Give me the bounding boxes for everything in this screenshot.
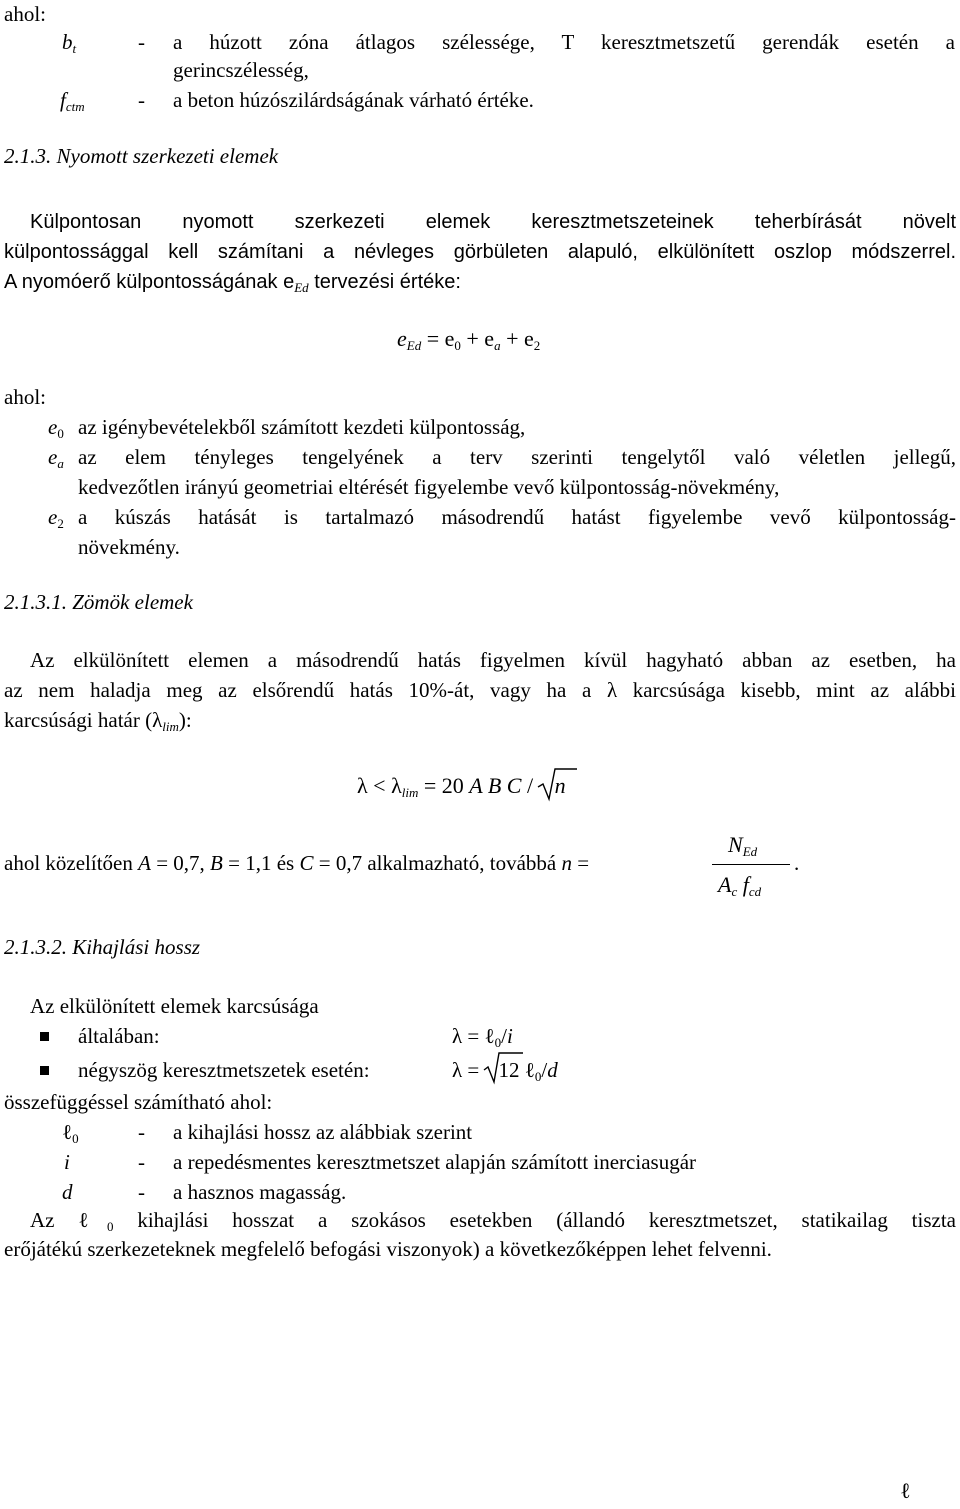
paragraph-line: Az elkülönített elemen a másodrendű hatás figyelmen kívül hagyható abban az esetben, ha <box>30 648 956 672</box>
paragraph-line-eed: A nyomóerő külpontosságának $e_{Ed}$ tervezési értéke: <box>4 271 461 295</box>
def-text-l0: a kihajlási hossz az alábbiak szerint <box>173 1120 473 1144</box>
formula-eccentricity: $e_{Ed} = e_0 + e_a + e_2$ <box>397 326 541 353</box>
def-text-e2-cont: növekmény. <box>78 535 180 559</box>
sqrt-sign-icon <box>483 1050 523 1086</box>
def-symbol-e2: $e_2$ <box>48 505 64 531</box>
section-heading-2-1-3: 2.1.3. Nyomott szerkezeti elemek <box>4 144 279 168</box>
bullet-rectangular: négyszög keresztmetszetek esetén: <box>40 1058 370 1083</box>
paragraph-line: Az elkülönített elemek karcsúsága <box>30 994 319 1018</box>
bt-dash: - <box>138 30 145 54</box>
fctm-dash: - <box>138 88 145 112</box>
square-bullet-icon <box>40 1066 49 1075</box>
section-heading-2-1-3-1: 2.1.3.1. Zömök elemek <box>4 590 193 614</box>
paragraph-line-l0: Az ℓ$_0$ kihajlási hosszat a szokásos esetekben (állandó keresztmetszet, statikailag tiszta <box>30 1208 956 1234</box>
def-text-i: a repedésmentes keresztmetszet alapján számított inerciasugár <box>173 1150 697 1174</box>
section-heading-2-1-3-2: 2.1.3.2. Kihajlási hossz <box>4 935 201 959</box>
sqrt-sign-icon <box>537 765 577 805</box>
paragraph-line: összefüggéssel számítható ahol: <box>4 1090 273 1114</box>
def-text-e2: a kúszás hatását is tartalmazó másodrendű hatást figyelembe vevő külpontosság- <box>78 505 956 529</box>
ahol-label-top: ahol: <box>4 2 46 26</box>
bt-symbol: $b_t$ <box>62 30 77 56</box>
bullet-general: általában: <box>40 1024 160 1049</box>
formula-lambda-general: λ = ℓ$_0$/i <box>452 1024 513 1050</box>
def-text-ea: az elem tényleges tengelyének a terv szerinti tengelytől való véletlen jellegű, <box>78 445 956 469</box>
ahol-label: ahol: <box>4 385 46 409</box>
paragraph-line: Külpontosan nyomott szerkezeti elemek keresztmetszeteinek teherbírását növelt <box>30 211 956 233</box>
def-symbol-e0: $e_0$ <box>48 415 64 441</box>
def-dash: - <box>138 1120 145 1144</box>
formula-slenderness-limit: $\lambda < \lambda_{lim} = 20$ A B C / n <box>357 773 566 799</box>
def-symbol-l0: ℓ$_0$ <box>62 1120 79 1146</box>
fraction-numerator: $N_{Ed}$ <box>728 832 758 859</box>
bt-definition: a húzott zóna átlagos szélessége, T keresztmetszetű gerendák esetén a <box>173 30 955 54</box>
fraction-bar <box>712 864 790 865</box>
fctm-definition: a beton húzószilárdságának várható értéke. <box>173 88 534 112</box>
paragraph-line: külpontossággal kell számítani a névleges görbületen alapuló, elkülönített oszlop módszerrel. <box>4 241 956 263</box>
def-text-d: a hasznos magasság. <box>173 1180 347 1204</box>
fraction-denominator: $A_c$ $f_{cd}$ <box>718 872 762 899</box>
def-dash: - <box>138 1180 145 1204</box>
def-dash: - <box>138 1150 145 1174</box>
square-bullet-icon <box>40 1032 49 1041</box>
def-symbol-ea: $e_a$ <box>48 445 64 471</box>
paragraph-line: erőjátékú szerkezeteknek megfelelő befogási viszonyok) a következőképpen lehet felvenni. <box>4 1237 772 1261</box>
def-text-ea-cont: kedvezőtlen irányú geometriai eltérését figyelembe vevő külpontosság-növekmény, <box>78 475 780 499</box>
fraction-period: . <box>794 851 800 875</box>
bt-definition-cont: gerincszélesség, <box>173 58 309 82</box>
fctm-symbol: $f_{ctm}$ <box>60 88 85 114</box>
formula-lambda-rectangular: λ = 12 ℓ$_0$/d <box>452 1058 558 1083</box>
paragraph-line-lambda-lim: karcsúsági határ $(\lambda_{lim})$: <box>4 708 192 734</box>
paragraph-ahol-kozelitoen: ahol közelítően A = 0,7, B = 1,1 és C = 0,7 alkalmazható, továbbá n = <box>4 851 590 875</box>
paragraph-line: az nem haladja meg az elsőrendű hatás 10%-át, vagy ha a λ karcsúsága kisebb, mint az alábbi <box>4 678 956 702</box>
def-text-e0: az igénybevételekből számított kezdeti külpontosság, <box>78 415 526 439</box>
def-symbol-i: i <box>64 1150 70 1174</box>
def-symbol-d: d <box>62 1180 73 1204</box>
footer-script-l-glyph: ℓ <box>900 1478 911 1503</box>
